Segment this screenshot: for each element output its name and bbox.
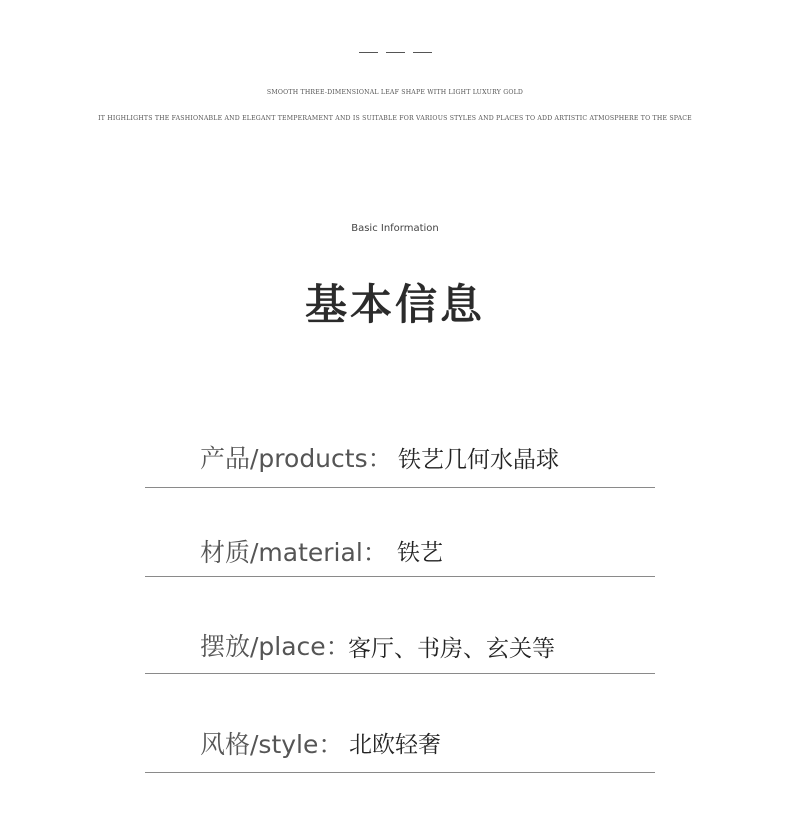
section-subtitle: Basic Information — [351, 223, 439, 234]
dash — [413, 52, 432, 53]
divider — [145, 576, 655, 577]
divider — [145, 772, 655, 773]
tagline-primary: SMOOTH THREE-DIMENSIONAL LEAF SHAPE WITH LIGHT LUXURY GOLD — [266, 89, 524, 96]
spec-label: 风格/style： — [200, 730, 344, 759]
spec-label: 材质/material： — [200, 538, 388, 567]
decorative-dashes — [0, 52, 790, 53]
spec-value: 客厅、书房、玄关等 — [348, 636, 555, 662]
spec-label: 摆放/place： — [200, 632, 351, 661]
dash — [359, 52, 378, 53]
spec-value: 北欧轻奢 — [349, 732, 441, 758]
section-title: 基本信息 — [304, 280, 485, 329]
spec-value: 铁艺几何水晶球 — [398, 447, 559, 473]
divider — [145, 487, 655, 488]
spec-value: 铁艺 — [397, 540, 443, 566]
spec-label: 产品/products： — [200, 444, 393, 473]
tagline-secondary: IT HIGHLIGHTS THE FASHIONABLE AND ELEGANT TEMPERAMENT AND IS SUITABLE FOR VARIOUS STYLES AND PLACES TO ADD ARTISTIC ATMOSPHERE TO THE SPACE — [98, 115, 692, 122]
dash — [386, 52, 405, 53]
divider — [145, 673, 655, 674]
